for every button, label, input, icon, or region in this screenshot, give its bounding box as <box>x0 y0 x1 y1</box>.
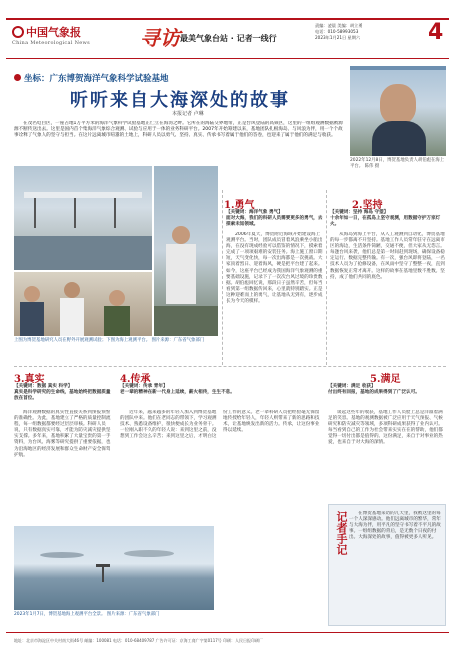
section-4-continued <box>220 526 320 626</box>
section-3-title: 3.真实 <box>14 374 45 385</box>
sea-platform-photo <box>14 526 214 610</box>
section-2-deck: 【关键词：坚持 海岛 守望】 十余年如一日，在孤岛上坚守观测，用数据守护万家灯火。 <box>330 210 441 227</box>
header-rule <box>6 58 449 59</box>
section-2-body: 从海岛到海上平台，从人工观测到自动化，博贺基地的每一步都离不开坚持。基地工作人员常年驻守在远离市区的海边，生活条件简陋，交通不便，但大家从无怨言。每逢台风来袭，他们总是第一时间赶到现场，确保设备稳定运行、数据完整传输。有一次，强台风即将登陆，一名技术人员为了抢修设备，在风雨中坚守了整整一夜，直到数据恢复正常才离开。这样的故事在基地里数不胜数。坚持，成了他们共同的底色。 <box>330 232 445 280</box>
footer-rule <box>6 632 449 633</box>
photo-group-caption: 上图为博贺基地研究人员在野外开展观测试验；下图为海上观测平台。 图片来源：广东省气象部门 <box>14 338 205 343</box>
section-3-deck: 【关键词：数据 真实 科学】 真实是科学研究的生命线，基地始终把数据质量放在首位。 <box>14 384 111 401</box>
sea-photo-caption: 2023年1月7日，博贺基地海上观测平台全景。 图片来源：广东省气象部门 <box>14 612 160 617</box>
section-5-title: 5.满足 <box>370 374 401 385</box>
field-photo <box>154 166 218 336</box>
section-1-title: 1.勇气 <box>224 200 255 211</box>
person-body <box>372 121 426 156</box>
section-4-title: 4.传承 <box>120 374 151 385</box>
date-line: 2023年1月21日 星期六 <box>315 35 361 40</box>
team-photo <box>14 272 152 336</box>
footer-info: 地址：北京市海淀区中关村南大街46号 邮编：100081 电话：010-68409787 广告许可证：京海工商广字第0117号 印刷：人民日报印刷厂 <box>14 638 264 643</box>
section-1-body: 2006年夏天，博贺附近海域开始建设海上观测平台。当时，团队成员冒着风浪乘坐小船出海，在没有现成经验可以借鉴的情况下，摸索着完成了一项项艰难的安装任务。海上施工窗口期短，天气变化快，每一次出海都是一次挑战。大家顶着烈日、迎着海风，硬是把平台建了起来。如今，这座平台已经成为我国海洋气象观测的重要基础设施，记录下了一次次台风过境的珍贵数据。胡伯彪回忆说，那段日子虽然辛苦，但每当看到第一组数据传回来，心里就特别踏实。正是这种迎难而上的勇气，让基地从无到有，逐步成长为今天的模样。 <box>226 232 323 305</box>
weather-seal-icon <box>12 26 24 38</box>
article-kicker <box>14 72 169 84</box>
phone-line: 电话：010-58993053 <box>315 29 359 34</box>
paper-name-en: China Meteorological News <box>12 40 90 46</box>
section-5-deck: 【关键词：满足 收获】 付出终有回报，基地的成果得到了广泛认可。 <box>328 384 420 395</box>
column-title: 寻访 <box>140 26 180 50</box>
article-headline: 听听来自大海深处的故事 <box>70 90 290 111</box>
top-rule <box>6 18 449 20</box>
reporter-notes-box <box>328 504 446 626</box>
top-left-photo <box>14 166 152 270</box>
page-number: 4 <box>428 20 444 45</box>
kicker-text: 坐标：广东博贺海洋气象科学试验基地 <box>24 74 169 84</box>
reporter-notes-title: 记者手记 <box>335 511 348 555</box>
location-pin-icon <box>14 74 21 81</box>
section-4-body: 近年来，越来越多的年轻人加入到博贺基地的团队中来。他们在老同志的带领下，学习观测技术、熟悉设备维护，很快便成长为业务骨干。一位刚入职不久的年轻人说：来到这里之前，没想到工作会这么辛苦；来到这里之后，才明白这份工作的意义。老一辈科研人员把经验毫无保留地传授给年轻人，年轻人则带来了新的思路和技术，让基地焕发出新的活力。传承，让这份事业得以延续。 <box>120 410 320 440</box>
page-meta <box>315 23 425 41</box>
portrait-caption: 2022年12月8日，博贺基地负责人胡伯彪在海上平台。 陈伟 摄 <box>350 158 445 169</box>
column-subtitle: 最美气象台站 · 记者一线行 <box>180 34 277 43</box>
lead-paragraph: 在茂名电白区，一座占地1万平方米的海洋气象科学试验基地正伫立在海湾之畔。它所在的海陆交界地带，正是台风登陆的高频区，这里的一组组观测数据被源源不断传送出去。这里是国内首个集海洋气象综合观测、试验与应用于一体的业务科研平台。2007年开始筹建以来，基地团队扎根海岛、与风浪为伴，用一个个故事诠释了气象人的坚守与担当。在这片远离城市喧嚣的土地上，科研人员以勇气、坚持、真实、传承书写着属于他们的答卷，也迎来了属于他们的满足与收获。 <box>14 121 343 139</box>
editor-line: 责编：凌晨 美编：胡立勇 <box>315 23 363 28</box>
paper-name: 中国气象报 <box>26 26 81 39</box>
column-header <box>140 22 290 52</box>
portrait-photo <box>350 66 446 156</box>
section-1-deck: 【关键词：海洋气象 勇气】 面对大海，我们的科研人员需要更多的勇气，去探索未知领域。 <box>226 210 323 227</box>
reporter-notes-body: 在博贺基地采访的几天里，我被这里的每一个人深深感动。他们远离城市的繁华，常年与大海为伴，用平凡的坚守书写着不平凡的故事。一组组数据的背后，是无数个日夜的付出。大海深处的故事，值得被更多人听见。 <box>349 511 441 541</box>
section-5-body: 谈起这些年的收获，基地工作人员脸上总是洋溢着满足的笑容。基地的观测数据被广泛应用于天气预报、气候研究和防灾减灾等领域，多项科研成果获得了业内认可。每当看到自己的工作为社会带来实实在在的帮助，他们都觉得一切付出都是值得的。这份满足，来自于对事业的热爱，也来自于对大海的深情。 <box>328 410 443 446</box>
section-3-body: 海洋观测数据的真实性直接关系到预报预警的准确性。为此，基地建立了严格的质量控制流程，每一组数据都要经过层层审核。科研人员说，只有数据真实可靠，才能为防灾减灾提供坚实支撑。多年来，基地积累了大量宝贵的第一手资料，为台风、海雾等研究提供了重要依据，也为沿海地区的经济发展和群众生命财产安全保驾护航。 <box>14 410 111 458</box>
section-2-title: 2.坚持 <box>352 200 383 211</box>
section-4-deck: 【关键词：传承 青年】 老一辈的精神在新一代身上延续，薪火相传，生生不息。 <box>120 384 235 395</box>
byline: 本报记者 卢琳 <box>172 111 204 117</box>
person-face <box>380 84 416 124</box>
masthead-logo <box>12 24 90 46</box>
